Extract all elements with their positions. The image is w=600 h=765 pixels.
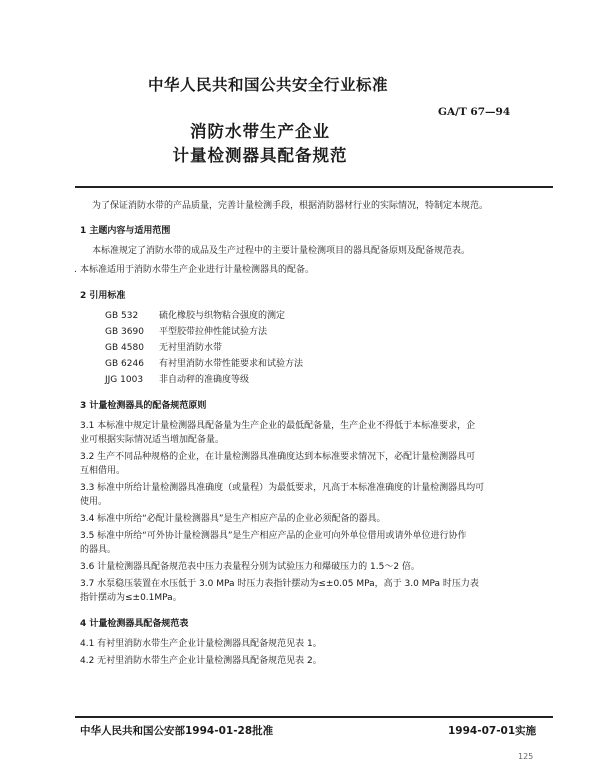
clause-3-5: 3.5 标准中所给“可外协计量检测器具”是生产相应产品的企业可向外单位借用或请外单位进行协作 [80,531,467,541]
reference-title: 非自动秤的准确度等级 [159,375,250,385]
reference-code: GB 6246 [105,359,144,369]
section1-paragraph1: 本标准规定了消防水带的成品及生产过程中的主要计量检测项目的器具配备原则及配备规范表。 [92,246,471,256]
standard-category: 中华人民共和国公共安全行业标准 [148,76,389,94]
clause-3-1: 3.1 本标准中规定计量检测器具配备量为生产企业的最低配备量，生产企业不得低于本标准要求，企 [80,421,476,431]
section1-paragraph2: 本标准适用于消防水带生产企业进行计量检测器具的配备。 [80,265,315,275]
clause-4-1: 4.1 有衬里消防水带生产企业计量检测器具配备规范见表 1。 [80,639,322,649]
clause-3-7-cont: 指针摆动为≤±0.1MPa。 [80,593,182,603]
page-number: 125 [518,752,534,761]
header-divider [75,186,553,188]
intro-paragraph: 为了保证消防水带的产品质量，完善计量检测手段，根据消防器材行业的实际情况，特制定本规范。 [92,201,489,211]
clause-3-7: 3.7 水泵稳压装置在水压低于 3.0 MPa 时压力表指针摆动为≤±0.05 MPa，高于 3.0 MPa 时压力表 [80,579,479,589]
reference-item [105,358,303,370]
reference-title: 无衬里消防水带 [159,343,223,353]
clause-3-4: 3.4 标准中所给“必配计量检测器具”是生产相应产品的企业必须配备的器具。 [80,514,386,524]
reference-code: GB 532 [105,311,139,321]
reference-title: 硫化橡胶与织物粘合强度的测定 [159,311,286,321]
clause-3-1-cont: 业可根据实际情况适当增加配备量。 [80,435,225,445]
section1-heading: 1 主题内容与适用范围 [80,226,171,236]
section4-heading: 4 计量检测器具配备规范表 [80,619,189,629]
reference-item [105,326,267,338]
effective-date: 1994-07-01实施 [448,725,537,737]
reference-code: GB 4580 [105,343,144,353]
standard-code: GA/T 67—94 [438,106,511,118]
section3-heading: 3 计量检测器具的配备规范原则 [80,401,207,411]
section2-heading: 2 引用标准 [80,291,126,301]
clause-3-3-cont: 使用。 [80,497,108,507]
clause-3-2-cont: 互相借用。 [80,466,126,476]
clause-3-2: 3.2 生产不同品种规格的企业，在计量检测器具准确度达到本标准要求情况下，必配计量检测器具可 [80,452,476,462]
document-title-line2: 计量检测器具配备规范 [172,146,348,165]
approval-line: 中华人民共和国公安部1994-01-28批准 [80,725,274,737]
footer-divider [75,716,553,718]
reference-code: GB 3690 [105,327,144,337]
clause-3-3: 3.3 标准中所给计量检测器具准确度（或量程）为最低要求，凡高于本标准准确度的计量检测器具均可 [80,483,485,493]
reference-code: JJG 1003 [105,375,144,385]
document-title-line1: 消防水带生产企业 [190,122,330,141]
reference-item [105,310,285,322]
reference-item [105,342,222,354]
section1-paragraph2-marker: . [74,265,77,275]
reference-item [105,374,249,386]
clause-3-5-cont: 的器具。 [80,545,117,555]
clause-3-6: 3.6 计量检测器具配备规范表中压力表量程分别为试验压力和爆破压力的 1.5～2 倍。 [80,562,420,572]
clause-4-2: 4.2 无衬里消防水带生产企业计量检测器具配备规范见表 2。 [80,656,322,666]
reference-title: 有衬里消防水带性能要求和试验方法 [159,359,304,369]
reference-title: 平型胶带拉伸性能试验方法 [159,327,268,337]
